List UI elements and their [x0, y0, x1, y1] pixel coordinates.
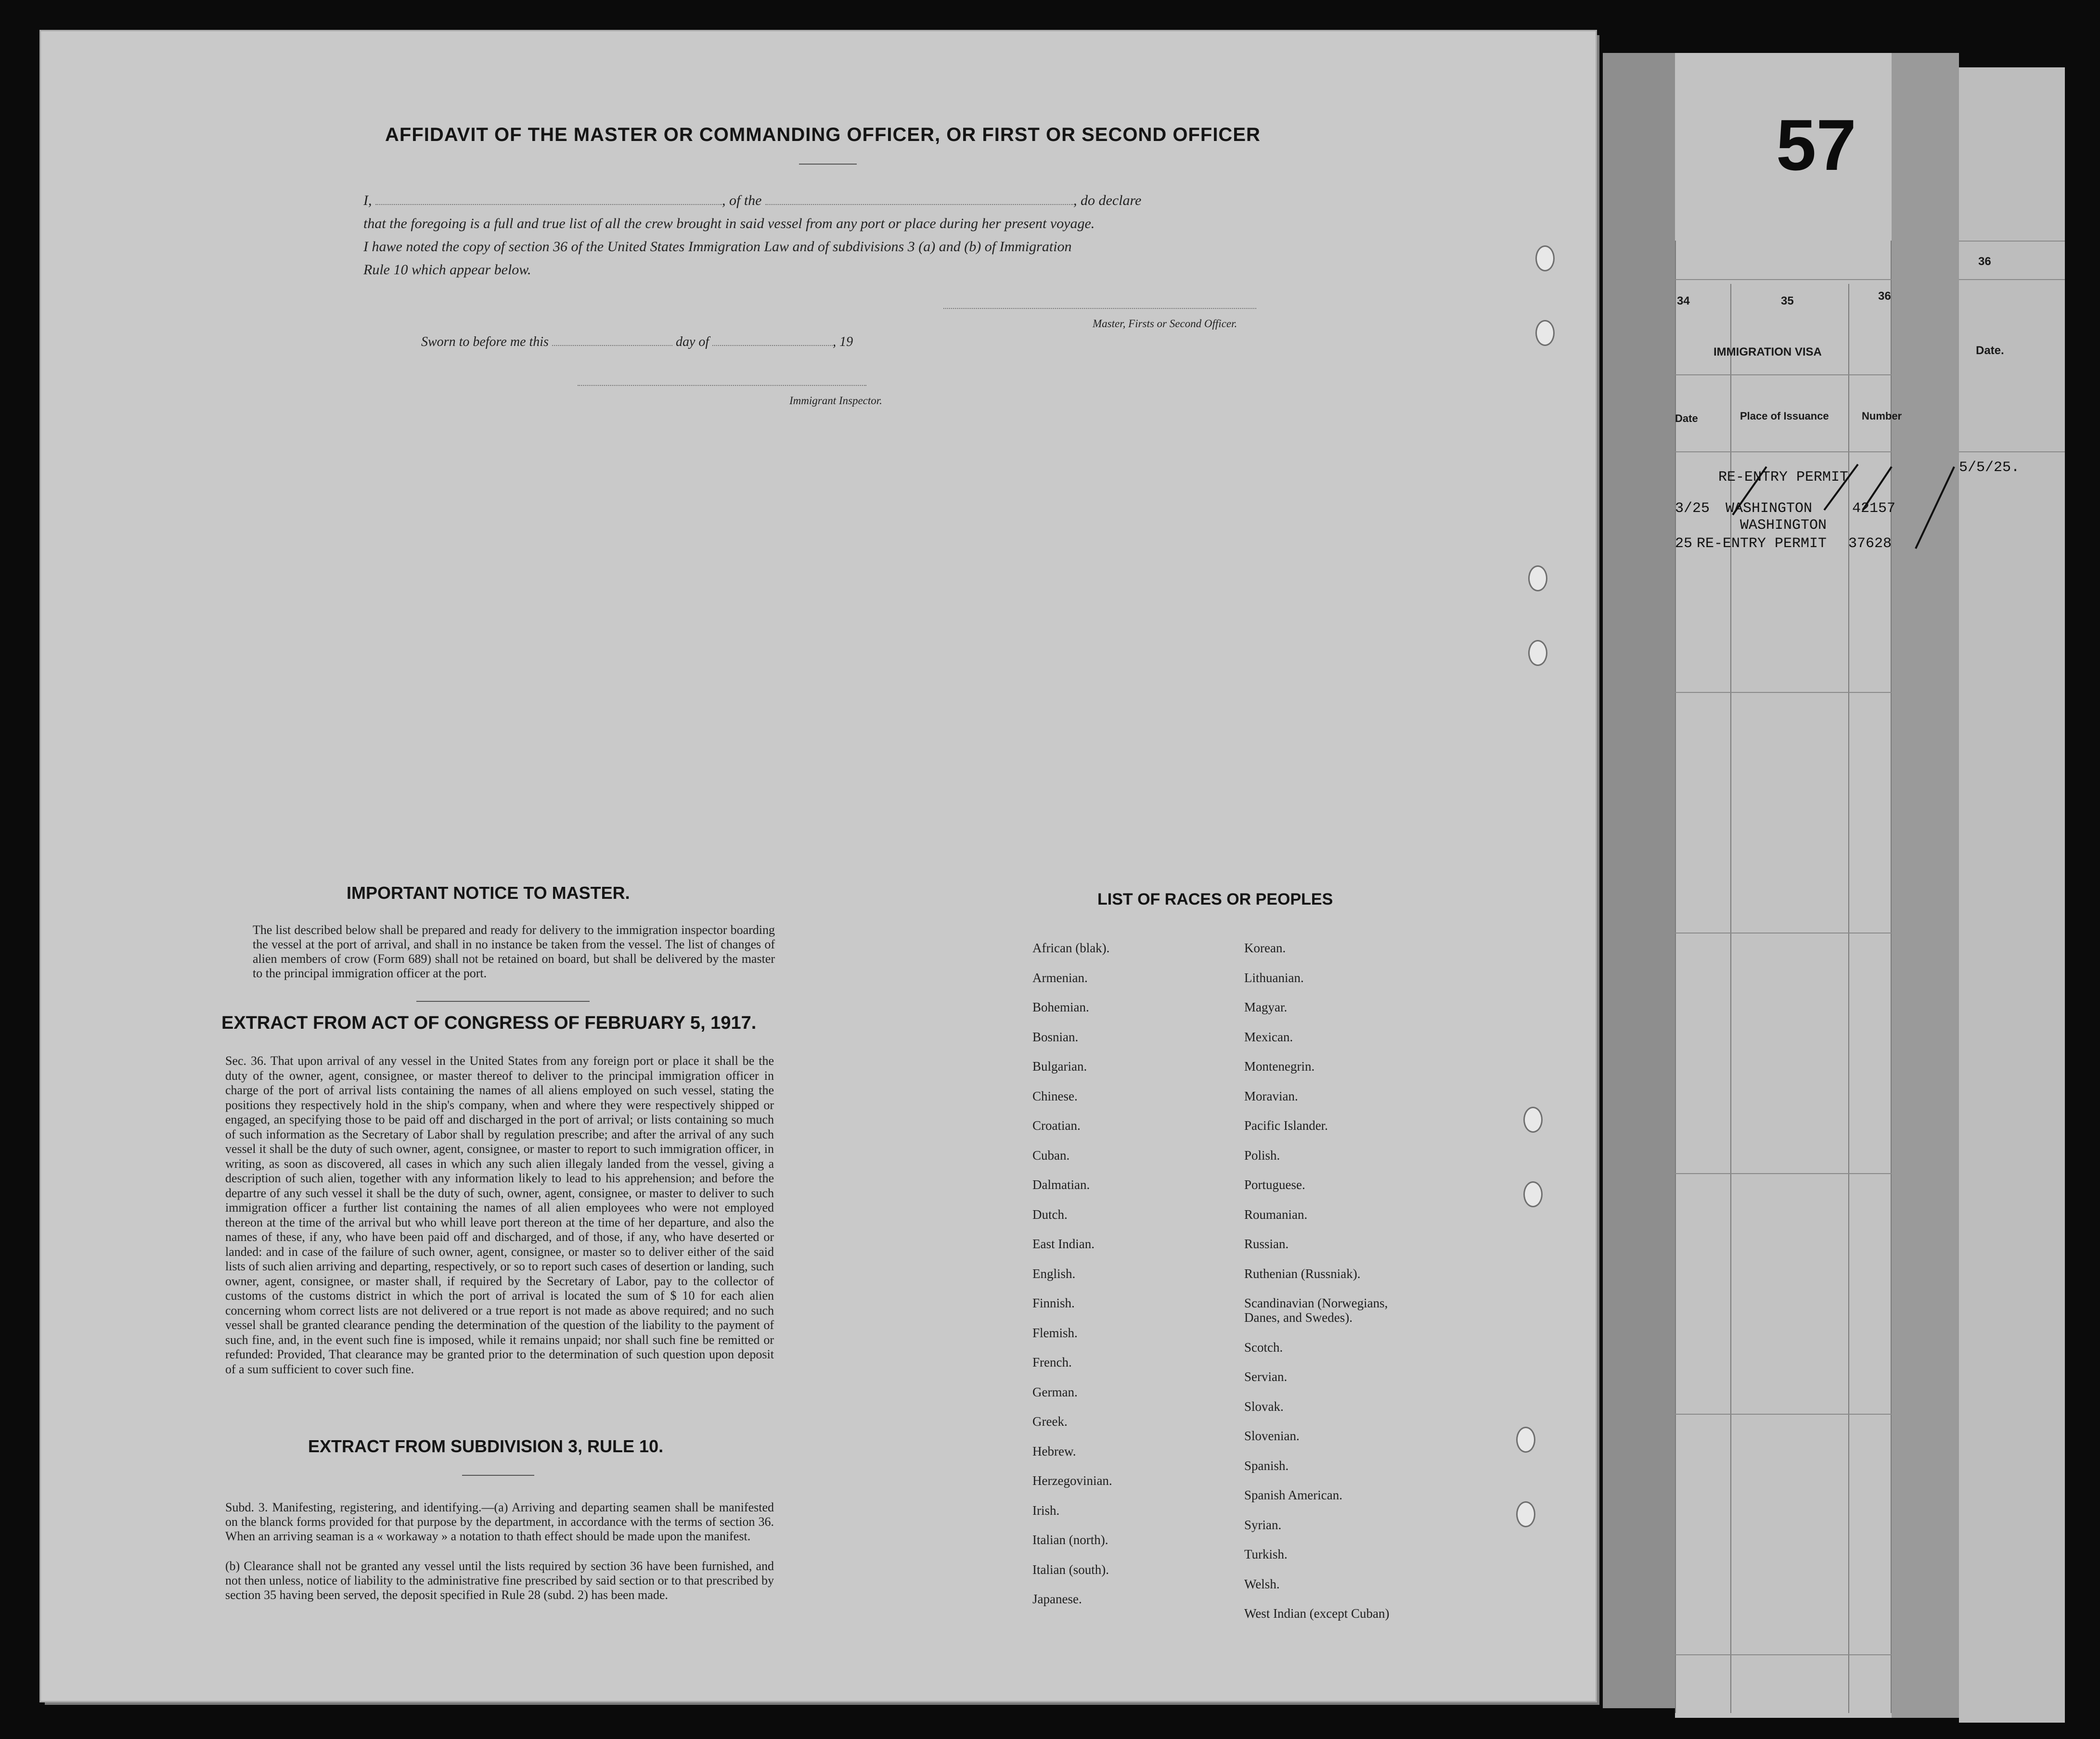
race-item: Pacific Islander. [1244, 1118, 1328, 1133]
race-item: Servian. [1244, 1369, 1288, 1384]
immigration-visa-heading: IMMIGRATION VISA [1713, 345, 1822, 358]
punch-hole-icon [1535, 245, 1555, 271]
race-item: Slovenian. [1244, 1429, 1300, 1443]
race-item: Korean. [1244, 941, 1286, 955]
column-number: 36 [1878, 290, 1891, 303]
race-item: Spanish. [1244, 1458, 1289, 1473]
grid-line [1675, 279, 1892, 280]
visa-entry-number: 37628 [1848, 536, 1892, 552]
grid-line [1675, 451, 1892, 452]
act-heading: EXTRACT FROM ACT OF CONGRESS OF FEBRUARY 5, 1917. [221, 1013, 757, 1033]
sworn-line [421, 334, 853, 350]
races-heading: LIST OF RACES OR PEOPLES [1097, 890, 1333, 908]
underlying-sheet-strip [1603, 53, 1675, 1708]
affidavit-title: AFFIDAVIT OF THE MASTER OR COMMANDING OFFICER, OR FIRST OR SECOND OFFICER [385, 124, 1261, 145]
race-item: Polish. [1244, 1148, 1280, 1163]
punch-hole-icon [1516, 1427, 1535, 1453]
race-item: Dalmatian. [1032, 1177, 1090, 1192]
race-item: German. [1032, 1384, 1078, 1399]
race-item: Japanese. [1032, 1592, 1082, 1606]
race-item: Irish. [1032, 1503, 1060, 1518]
visa-entry-place: WASHINGTON [1740, 517, 1827, 534]
visa-entry-place: WASHINGTON [1726, 500, 1813, 517]
race-item: Flemish. [1032, 1325, 1078, 1340]
race-item: Russian. [1244, 1237, 1289, 1251]
grid-line [1675, 1654, 1892, 1655]
race-item: Finnish. [1032, 1296, 1075, 1310]
rule-text-b: (b) Clearance shall not be granted any vessel until the lists required by section 36 have been furnished, and not then unless, notice of liability to the administrative fine prescribed by said section or to that prescribed by section 35 having been served, the deposit specified in Rule 28 (subd. 2) has been made. [225, 1559, 774, 1602]
race-item: Scandinavian (Norwegians, [1244, 1296, 1388, 1310]
race-item: Bulgarian. [1032, 1059, 1087, 1074]
race-item: Lithuanian. [1244, 970, 1304, 985]
grid-line [1675, 241, 1676, 1713]
sworn-label: Sworn to before me this [421, 334, 549, 349]
grid-line [1675, 692, 1892, 693]
race-item: Slovak. [1244, 1399, 1284, 1414]
affidavit-line-1 [363, 192, 1141, 209]
far-date-heading: Date. [1976, 344, 2004, 357]
grid-line [1675, 374, 1892, 375]
race-item: Dutch. [1032, 1207, 1068, 1222]
column-number-far: 36 [1978, 255, 1991, 268]
far-grid-line [1959, 451, 2065, 452]
far-date-value: 5/5/25. [1959, 460, 2020, 476]
affidavit-declare: , do declare [1073, 192, 1142, 208]
race-item: Magyar. [1244, 1000, 1288, 1014]
races-column-left [1032, 941, 1112, 1622]
punch-hole-icon [1528, 640, 1547, 666]
grid-line [1675, 1173, 1892, 1174]
race-item: Moravian. [1244, 1088, 1298, 1103]
name-blank [375, 204, 722, 205]
punch-hole-icon [1523, 1107, 1543, 1133]
head-place-of-issuance: Place of Issuance [1740, 410, 1829, 422]
affidavit-line-3: I hawe noted the copy of section 36 of the United States Immigration Law and of subdivisions 3 (a) and (b) of Immigration [363, 239, 1072, 255]
race-item: East Indian. [1032, 1237, 1095, 1251]
race-item: Herzegovinian. [1032, 1473, 1112, 1488]
sworn-day-of: day of [675, 334, 709, 349]
race-item: West Indian (except Cuban) [1244, 1606, 1390, 1621]
act-text: Sec. 36. That upon arrival of any vessel in the United States from any foreign port or place it shall be the duty of the owner, agent, consignee, or master thereof to deliver to the principal immigration officer in charge of the port of arrival lists containing the names of all aliens employed on such vessel, stating the positions they respectively hold in the ship's company, when and where they were respectively shipped or engaged, an specifying those to be paid off and discharged in the port of arrival; or lists containing so much of such information as the Secretary of Labor shall by regulation prescribe; and after the arrival of any such vessel it shall be the duty of such owner, agent, consignee, or master to report to such immigration officer, in writing, as soon as discovered, all cases in which any such alien illegaly landed from the vessel, giving a description of such alien, together with any information likely to lead to his apprehension; and before the departre of any such vessel it shall be the duty of such, owner, agent, consignee, or master to deliver to such immigration officer a further list containing the names of all alien employees who were not employed thereon at the time of the arrival but who whill leave port thereon at the time of her departure, and also the names of these, if any, who have been paid off and discharged, and of those, if any, who have deserted or landed: and in case of the failure of such owner, agent, consignee, or master so to deliver either of the said lists of such alien arriving and departing, respectively, or so to report such cases of desertion or landing, such owner, agent, consignee, or master shall, if required by the Secretary of Labor, pay to the collector of customs of the customs district in which the port of arrival is located the sum of $ 10 for each alien concerning whom correct lists are not delivered or a true report is not made as above required; and no such vessel shall be granted clearance pending the determination of the question of the liability to the payment of such fine, and, in the event such fine is imposed, while it remains unpaid; nor shall such fine be remitted or refunded: Provided, That clearance may be granted prior to the determination of such question upon deposit of a sum sufficient to cover such fine. [225, 1054, 774, 1376]
punch-hole-icon [1523, 1181, 1543, 1207]
race-item: Italian (north). [1032, 1533, 1108, 1547]
race-item: Scotch. [1244, 1340, 1283, 1355]
head-date: Date [1675, 412, 1698, 424]
race-item: Turkish. [1244, 1547, 1288, 1561]
race-item: Montenegrin. [1244, 1059, 1315, 1074]
race-item: Portuguese. [1244, 1177, 1305, 1192]
race-item: Roumanian. [1244, 1207, 1308, 1222]
race-item: English. [1032, 1266, 1076, 1281]
race-item: Chinese. [1032, 1088, 1078, 1103]
race-item: Greek. [1032, 1414, 1068, 1429]
column-number: 34 [1677, 294, 1690, 307]
pen-check-marks [1713, 457, 1973, 553]
grid-line [1675, 1414, 1892, 1415]
visa-entry-number: 42157 [1852, 500, 1896, 517]
notice-heading: IMPORTANT NOTICE TO MASTER. [347, 883, 630, 903]
vessel-blank [765, 204, 1073, 205]
race-item: French. [1032, 1355, 1072, 1369]
visa-entry-date: 3/25 [1675, 500, 1710, 517]
race-item: African (blak). [1032, 941, 1110, 955]
notice-divider [416, 1001, 590, 1002]
master-signature-label: Master, Firsts or Second Officer. [1093, 318, 1237, 330]
race-item: Italian (south). [1032, 1562, 1109, 1577]
notice-text: The list described below shall be prepared and ready for delivery to the immigration inspector boarding the vessel at the port of arrival, and shall in no instance be taken from the vessel. The list of changes of alien members of crow (Form 689) shall not be retained on board, but shall be delivered by the master to the principal immigration officer at the port. [253, 923, 775, 980]
punch-hole-icon [1516, 1501, 1535, 1527]
sworn-year: , 19 [833, 334, 853, 349]
affidavit-line-2: that the foregoing is a full and true list of all the crew brought in said vessel from any port or place during her present voyage. [363, 216, 1095, 231]
sheet-number: 57 [1776, 104, 1856, 185]
race-item: Bohemian. [1032, 1000, 1089, 1014]
race-item: Spanish American. [1244, 1488, 1342, 1502]
column-number: 35 [1781, 294, 1794, 307]
race-item: Danes, and Swedes). [1244, 1310, 1353, 1325]
race-item: Cuban. [1032, 1148, 1070, 1163]
inspector-signature-line [578, 385, 866, 386]
race-item: Syrian. [1244, 1517, 1282, 1532]
title-divider [799, 164, 857, 165]
far-grid-line [1959, 241, 2065, 242]
affidavit-of-the: , of the [722, 192, 762, 208]
visa-entry-place: RE-ENTRY PERMIT [1718, 469, 1849, 486]
visa-entry-date: 25 [1675, 536, 1693, 552]
punch-hole-icon [1535, 320, 1555, 346]
affidavit-i: I, [363, 192, 372, 208]
rule-heading: EXTRACT FROM SUBDIVISION 3, RULE 10. [308, 1436, 664, 1456]
race-item: Hebrew. [1032, 1444, 1076, 1458]
punch-hole-icon [1528, 565, 1547, 591]
rule-text-a: Subd. 3. Manifesting, registering, and identifying.—(a) Arriving and departing seamen shall be manifested on the blanck forms provided for that purpose by the department, in accordance with the terms of section 36. When an arriving seaman is a « workaway » a notation to thath effect should be made upon the manifest. [225, 1500, 774, 1543]
sworn-month-blank [712, 345, 833, 346]
sworn-day-blank [552, 345, 672, 346]
race-item: Ruthenian (Russniak). [1244, 1266, 1361, 1281]
head-number: Number [1862, 410, 1902, 422]
race-item: Bosnian. [1032, 1029, 1079, 1044]
race-item: Welsh. [1244, 1576, 1280, 1591]
page-edge-shadow [1892, 53, 1959, 1718]
rule-divider [462, 1475, 534, 1476]
inspector-signature-label: Immigrant Inspector. [789, 395, 882, 407]
race-item: Croatian. [1032, 1118, 1081, 1133]
races-column-right [1244, 941, 1389, 1636]
far-right-sheet [1959, 67, 2065, 1723]
race-item: Mexican. [1244, 1029, 1293, 1044]
visa-entry-place: RE-ENTRY PERMIT [1697, 536, 1827, 552]
far-grid-line [1959, 279, 2065, 280]
master-signature-line [943, 308, 1256, 309]
affidavit-line-4: Rule 10 which appear below. [363, 262, 531, 278]
race-item: Armenian. [1032, 970, 1088, 985]
